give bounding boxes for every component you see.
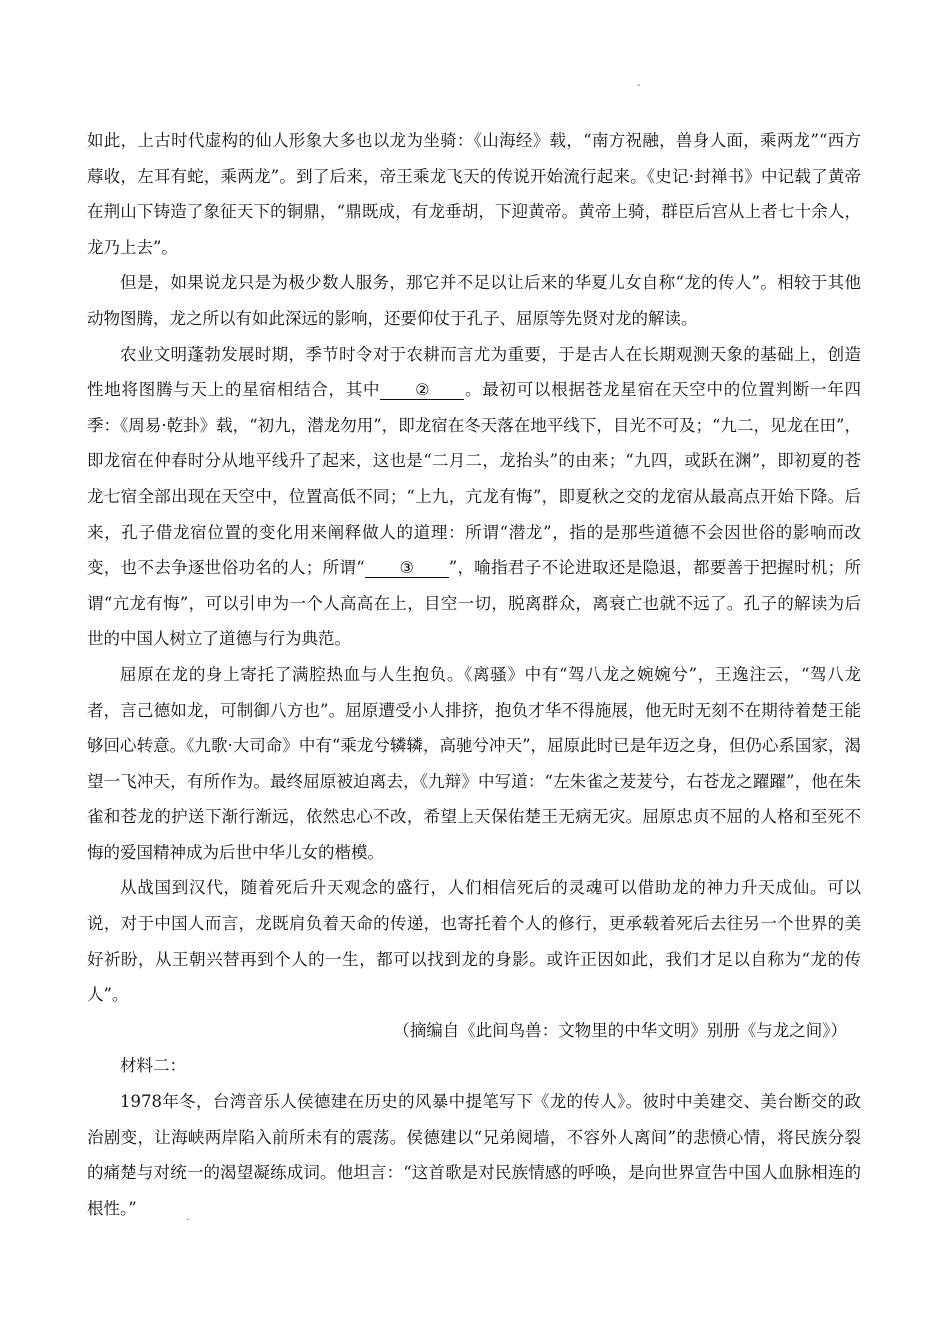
paragraph-2: 但是，如果说龙只是为极少数人服务，那它并不足以让后来的华夏儿女自称“龙的传人”。相较于其他动物图腾，龙之所以有如此深远的影响，还要仰仗于孔子、屈原等先贤对龙的解读。 [87,273,861,328]
source-citation: （摘编自《此间鸟兽：文物里的中华文明》别册《与龙之间》） [393,1020,847,1040]
fill-blank-3: ③ [365,559,449,578]
paragraph-4: 屈原在龙的身上寄托了满腔热血与人生抱负。《离骚》中有“驾八龙之婉婉兮”，王逸注云，“驾八龙者，言己德如龙，可制御八方也”。屈原遭受小人排挤，抱负才华不得施展，他无时无刻不在期待着楚王能够回心转意。《九歌·大司命》中有“乘龙兮辚辚，高驰兮冲天”，屈原此时已是年迈之身，但仍心系国家，渴望一飞冲天，有所作为。最终屈原被迫离去，《九辩》中写道：“左朱雀之茇茇兮，右苍龙之躍躍”，他在朱雀和苍龙的护送下渐行渐远，依然忠心不改，希望上天保佑楚王无病无灾。屈原忠贞不屈的人格和至死不悔的爱国精神成为后世中华儿女的楷模。 [87,664,861,862]
article-body [87,123,861,1226]
paragraph-3 [87,337,861,657]
paragraph-5: 从战国到汉代，随着死后升天观念的盛行，人们相信死后的灵魂可以借助龙的神力升天成仙。可以说，对于中国人而言，龙既肩负着天命的传递，也寄托着个人的修行，更承载着死后去往另一个世界的美好祈盼，从王朝兴替再到个人的一生，都可以找到龙的身影。或许正因如此，我们才足以自称为“龙的传人”。 [87,878,861,1005]
top-mark: - [637,80,641,91]
material-2-paragraph: 1978年冬，台湾音乐人侯德建在历史的风暴中提笔写下《龙的传人》。彼时中美建交、美台断交的政治剧变，让海峡两岸陷入前所未有的震荡。侯德建以“兄弟阋墙，不容外人离间”的悲愤心情，将民族分裂的痛楚与对统一的渴望凝练成词。他坦言：“这首歌是对民族情感的呼唤，是向世界宣告中国人血脉相连的根性。” [87,1092,861,1218]
paragraph-1: 如此，上古时代虚构的仙人形象大多也以龙为坐骑：《山海经》载，“南方祝融，兽身人面，乘两龙”“西方蓐收，左耳有蛇，乘两龙”。到了后来，帝王乘龙飞天的传说开始流行起来。《史记·封禅书》中记载了黄帝在荆山下铸造了象征天下的铜鼎，“鼎既成，有龙垂胡，下迎黄帝。黄帝上骑，群臣后宫从上者七十余人，龙乃上去”。 [87,131,861,257]
paragraph-3-part-2: 。最初可以根据苍龙星宿在天空中的位置判断一年四季：《周易·乾卦》载，“初九，潜龙勿用”，即龙宿在冬天落在地平线下，目光不可及；“九二，见龙在田”，即龙宿在仲春时分从地平线升了起来，这也是“二月二，龙抬头”的由来；“九四，或跃在渊”，即初夏的苍龙七宿全部出现在天空中，位置高低不同；“上九，亢龙有悔”，即夏秋之交的龙宿从最高点开始下降。后来，孔子借龙宿位置的变化用来阐释做人的道理：所谓“潜龙”，指的是那些道德不会因世俗的影响而改变，也不去争逐世俗功名的人；所谓“ [87,380,861,578]
bottom-mark: . [186,1212,190,1223]
fill-blank-2: ② [380,381,464,400]
paragraph-3-part-1: 农业文明蓬勃发展时期，季节时令对于农耕而言尤为重要，于是古人在长期观测天象的基础上，创造性地将图腾与天上的星宿相结合，其中 [87,344,861,400]
material-2-label: 材料二： [120,1056,186,1076]
paragraph-3-part-3: ”，喻指君子不论进取还是隐退，都要善于把握时机；所谓“亢龙有悔”，可以引申为一个人高高在上，目空一切，脱离群众，离衰亡也就不远了。孔子的解读为后世的中国人树立了道德与行为典范。 [87,558,861,649]
